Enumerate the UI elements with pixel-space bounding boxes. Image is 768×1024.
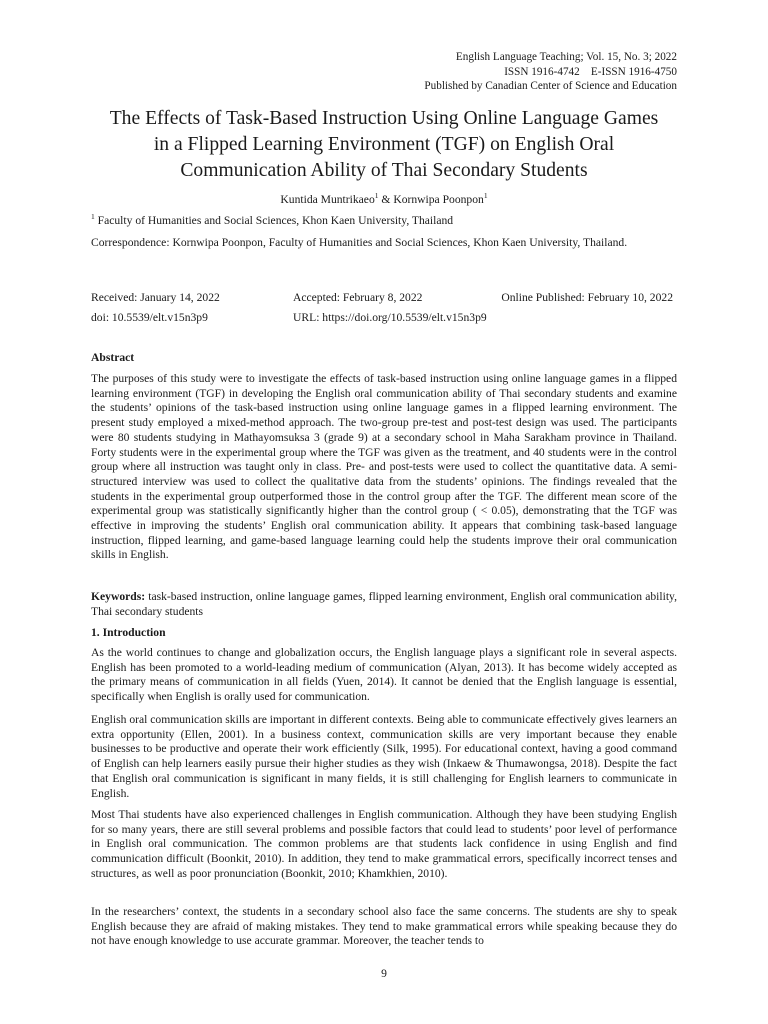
- title-line: Communication Ability of Thai Secondary Students: [180, 160, 588, 181]
- url[interactable]: URL: https://doi.org/10.5539/elt.v15n3p9: [293, 311, 487, 324]
- published-date: Online Published: February 10, 2022: [501, 291, 673, 304]
- paper-title: [91, 106, 677, 184]
- affiliation-text: Faculty of Humanities and Social Sciences, Khon Kaen University, Thailand: [94, 214, 454, 227]
- author-name: Kornwipa Poonpon: [393, 193, 484, 206]
- abstract-body: The purposes of this study were to investigate the effects of task-based instruction using online language games in a flipped learning environment (TGF) in developing the English oral communication ability of Thai secondary students and examine the students’ opinions of the task-based instruction using online language games in a flipped learning environment. The present study employed a mixed-method approach. The two-group pre-test and post-test design was used. The participants were 80 students studying in Mathayomsuksa 3 (grade 9) at a secondary school in Maha Sarakham province in Thailand. Forty students were in the experimental group where the TGF was given as the treatment, and 40 students were in the control group where all instruction was taught only in class. Pre- and post-tests were used to collect the quantitative data. A semi-structured interview was used to collect the qualitative data from the students’ opinions. The findings revealed that the students in the experimental group outperformed those in the control group after the TGF. The different mean score of the experimental group was statistically significantly higher than the control group ( < 0.05), demonstrating that the TGF was effective in improving the students’ English oral communication ability. It appears that combining task-based language instruction, flipped learning, and game-based language learning could help the students improve their oral communication skills in English.: [91, 372, 677, 562]
- received-date: Received: January 14, 2022: [91, 291, 220, 304]
- paragraph: In the researchers’ context, the students in a secondary school also face the same concerns. The students are shy to speak English because they are afraid of making mistakes. They tend to make grammatical errors while speaking because they do not have enough knowledge to use accurate grammar. Moreover, the teacher tends to: [91, 905, 677, 948]
- keywords-label: Keywords:: [91, 590, 146, 603]
- running-header: [424, 50, 677, 94]
- doi: doi: 10.5539/elt.v15n3p9: [91, 311, 208, 324]
- affiliation-marker: 1: [91, 212, 95, 222]
- author-name: Kuntida Muntrikaeo: [280, 193, 375, 206]
- correspondence: Correspondence: Kornwipa Poonpon, Faculty of Humanities and Social Sciences, Khon Kaen University, Thailand.: [91, 236, 628, 249]
- accepted-date: Accepted: February 8, 2022: [293, 291, 423, 304]
- title-line: in a Flipped Learning Environment (TGF) on English Oral: [153, 134, 615, 155]
- publisher-info: Published by Canadian Center of Science and Education: [424, 80, 677, 92]
- paragraph: Most Thai students have also experienced challenges in English communication. Although they have been studying English for so many years, there are still several problems and possible factors that could lead to students’ poor level of performance in English oral communication. The common problems are that students lack confidence in using English and find communication difficult (Boonkit, 2010). In addition, they tend to make grammatical errors, specifically incorrect tenses and structures, as well as poor pronunciation (Boonkit, 2010; Khamkhien, 2010).: [91, 808, 677, 880]
- affiliation-marker: 1: [374, 191, 379, 201]
- keywords-text: task-based instruction, online language games, flipped learning environment, English oral communication ability, Thai secondary students: [91, 590, 677, 618]
- author-list: [91, 193, 677, 208]
- title-line: The Effects of Task-Based Instruction Using Online Language Games: [109, 108, 659, 129]
- section-heading: 1. Introduction: [91, 626, 166, 639]
- journal-info: English Language Teaching; Vol. 15, No. 3; 2022: [455, 51, 677, 63]
- affiliation: [91, 214, 677, 229]
- keywords: [91, 590, 677, 619]
- issn-info: ISSN 1916-4742 E-ISSN 1916-4750: [504, 65, 677, 78]
- author-separator: &: [378, 193, 394, 206]
- paragraph: English oral communication skills are important in different contexts. Being able to communicate effectively gives learners an extra opportunity (Ellen, 2001). In a business context, communication skills are very important because they enable businesses to be productive and operate their work efficiently (Silk, 1995). For educational context, having a good command of English can help learners easily pursue their higher studies as they wish (Inkaew & Thumawongsa, 2018). Despite the fact that English oral communication is significant in many fields, it is still challenging for English learners to communicate in English.: [91, 713, 677, 800]
- affiliation-marker: 1: [483, 191, 488, 201]
- abstract-heading: Abstract: [91, 351, 135, 364]
- paragraph: As the world continues to change and globalization occurs, the English language plays a significant role in several aspects. English has been promoted to a world-leading medium of communication (Alyan, 2013). It has become widely accepted as the primary means of communication in all fields (Yuen, 2014). It cannot be denied that the English language is essential, specifically when English is orally used for communication.: [91, 646, 677, 704]
- page-number: 9: [381, 967, 387, 980]
